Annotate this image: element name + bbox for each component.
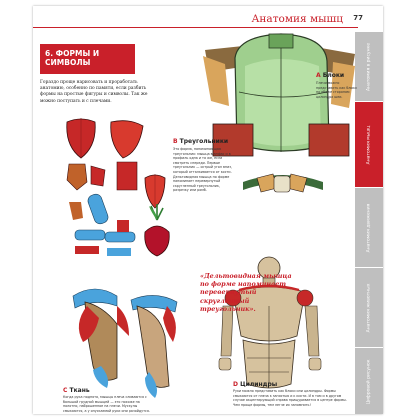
block-c-heading — [63, 387, 90, 394]
book-page — [33, 6, 383, 414]
chapter-title: Анатомия мышц — [251, 13, 343, 25]
block-a-title: Блоки — [322, 72, 345, 79]
fabric-arm-illustration — [73, 289, 177, 398]
block-d-heading — [233, 381, 277, 388]
block-c-title: Ткань — [69, 387, 90, 394]
tab-label: Анатомия мышц — [366, 125, 372, 165]
block-d-text: Руки можно представить как блоки или цилиндры. Формы смыкаются от плеча к запястью и к кисти. И в том и в другом случае акцентирующий справа прищуривается в центре формы. Чем проще формы, тем легче их запомнить! — [233, 389, 347, 407]
block-b-letter: B — [173, 138, 178, 145]
intro-paragraph: Гораздо проще нарисовать и проработать анатомию, особенно по памяти, если разбить формы на простые фигуры и символы. Так же можно поступать и с плечами. — [40, 80, 148, 104]
block-a-letter: A — [316, 72, 321, 79]
illustrations — [33, 6, 383, 414]
block-d-letter: D — [233, 381, 238, 388]
tab-label: Анатомия в рисунке — [366, 42, 372, 92]
section-title: 6. ФОРМЫ И СИМВОЛЫ — [45, 49, 100, 67]
bone-cylinders-illustration — [69, 193, 135, 256]
block-d-title: Цилиндры — [240, 381, 278, 388]
block-c-letter: C — [63, 387, 68, 394]
block-c-text: Когда рука поднята, мышцы плеча сливаются с большой грудной мышцей — это похоже на полотно, наброшенное на плечи. Мускулы смыкаются, а у опускаемой руки они разойдутся. — [63, 395, 150, 413]
pull-quote: «Дельтовидная мышца по форме напоминает перевернутый скругленный треугольник». — [200, 272, 292, 313]
block-b-text: Это форма, напоминающая треугольник: мышца в анфас и в профиль одна и та же, если смотреть спереди. Первые треугольник — острый угол вниз, который отталкивается от кости. Дельтовидная мышца по форме напоминает перевернутый скругленный треугольник, разрезку или ромб. — [173, 147, 233, 193]
block-a-text: Плечи можно представить как блоки по обеим сторонам цилиндра шеи. — [316, 81, 357, 99]
block-b-title: Треугольники — [179, 138, 229, 145]
tab-label: Анатомия движения — [366, 203, 372, 253]
page-number: 77 — [353, 14, 363, 22]
block-a-heading — [316, 72, 344, 79]
block-b-heading — [173, 138, 228, 145]
tab-label: Анатомия животных — [366, 283, 372, 333]
tab-label: Цифровой рисунок — [366, 359, 372, 404]
